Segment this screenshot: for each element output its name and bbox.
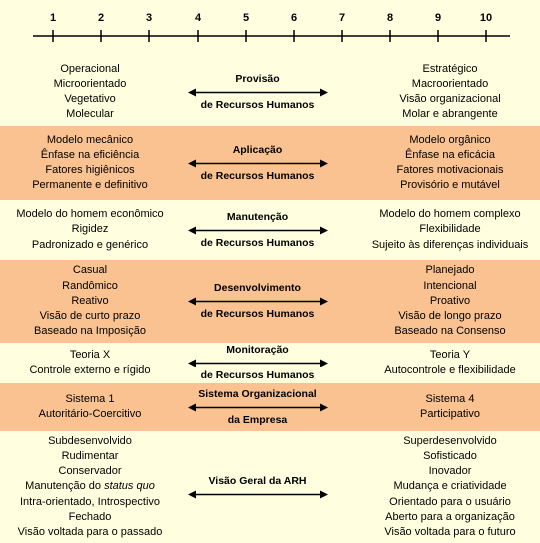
right-pole-item: Ênfase na eficácia	[405, 148, 495, 161]
right-pole-item: Inovador	[428, 465, 472, 478]
left-pole-item: Teoria X	[69, 348, 111, 361]
left-pole-item: Intra-orientado, Introspectivo	[19, 495, 161, 508]
left-pole-list	[0, 126, 180, 200]
dimension-title	[180, 383, 335, 431]
double-arrow-icon	[188, 490, 328, 499]
dimension-row	[0, 343, 540, 383]
right-pole-item: Sistema 4	[425, 392, 475, 405]
right-pole-item: Superdesenvolvido	[403, 434, 497, 447]
right-pole-item: Orientado para o usuário	[389, 495, 511, 508]
dimension-title	[180, 200, 335, 260]
dimension-title	[180, 260, 335, 343]
double-arrow-icon	[188, 403, 328, 412]
left-pole-item: Vegetativo	[64, 93, 116, 105]
dimension-row	[0, 431, 540, 543]
left-pole-item: Subdesenvolvido	[48, 434, 132, 447]
right-pole-item: Planejado	[425, 264, 475, 277]
right-pole-item: Sofisticado	[423, 449, 477, 462]
scale-line	[0, 0, 540, 60]
right-pole-list	[360, 126, 540, 200]
scale-tick-label: 6	[290, 12, 298, 24]
double-arrow-icon	[188, 226, 328, 235]
right-pole-item: Participativo	[420, 408, 480, 420]
left-pole-item: Ênfase na eficiência	[40, 148, 140, 161]
right-pole-item: Intencional	[423, 279, 477, 292]
dimension-title-line1: Monitoração	[226, 344, 289, 356]
right-pole-list	[360, 260, 540, 343]
left-pole-item: Autoritário-Coercitivo	[38, 408, 142, 420]
left-pole-item: Visão voltada para o passado	[17, 526, 163, 538]
right-pole-item: Teoria Y	[429, 348, 471, 361]
dimension-title-line2: da Empresa	[227, 413, 288, 426]
right-pole-item: Visão organizacional	[399, 93, 501, 105]
right-pole-item: Proativo	[429, 294, 471, 307]
right-pole-item: Molar e abrangente	[402, 108, 498, 121]
dimension-title	[180, 58, 335, 126]
scale-tick-label: 9	[434, 12, 442, 24]
dimension-title-line2: de Recursos Humanos	[200, 98, 315, 111]
scale-ruler	[0, 0, 540, 60]
scale-tick-label: 8	[386, 12, 394, 24]
left-pole-item: Molecular	[66, 108, 114, 121]
right-pole-list	[360, 431, 540, 543]
right-pole-item: Modelo orgânico	[409, 133, 491, 146]
right-pole-item: Provisório e mutável	[400, 179, 500, 192]
dimension-title-line2: de Recursos Humanos	[200, 369, 315, 381]
dimension-row	[0, 58, 540, 126]
left-pole-item: Baseado na Imposição	[34, 325, 146, 338]
dimension-row	[0, 260, 540, 343]
right-pole-item: Fatores motivacionais	[396, 164, 504, 176]
right-pole-item: Autocontrole e flexibilidade	[384, 364, 516, 376]
scale-tick-label: 4	[194, 12, 202, 24]
scale-tick-label: 1	[49, 12, 57, 24]
left-pole-item: Fechado	[68, 510, 112, 523]
left-pole-list	[0, 431, 180, 543]
right-pole-item: Visão de longo prazo	[398, 310, 502, 323]
right-pole-item: Flexibilidade	[419, 223, 481, 236]
scale-tick-label: 10	[479, 12, 493, 24]
dimension-row	[0, 200, 540, 260]
double-arrow-icon	[188, 297, 328, 306]
double-arrow-icon	[188, 359, 328, 367]
dimension-title-line2: de Recursos Humanos	[200, 169, 315, 182]
scale-tick-label: 5	[242, 12, 250, 24]
dimension-row	[0, 126, 540, 200]
left-pole-list	[0, 200, 180, 260]
left-pole-item: Permanente e definitivo	[32, 179, 148, 192]
left-pole-item: Conservador	[58, 465, 122, 478]
left-pole-item: Casual	[72, 264, 108, 277]
dimension-title-line1: Provisão	[235, 72, 280, 85]
left-pole-item: Randômico	[62, 279, 118, 292]
right-pole-item: Visão voltada para o futuro	[384, 526, 516, 538]
dimension-title-line1: Aplicação	[232, 143, 283, 156]
dimension-title-line1: Manutenção	[226, 210, 289, 223]
right-pole-item: Aberto para a organização	[385, 510, 515, 523]
left-pole-list	[0, 58, 180, 126]
dimension-title-line1: Sistema Organizacional	[198, 387, 317, 400]
left-pole-list	[0, 260, 180, 343]
left-pole-item: Visão de curto prazo	[39, 310, 141, 323]
right-pole-item: Mudança e criatividade	[393, 480, 507, 493]
right-pole-item: Macroorientado	[411, 77, 489, 90]
dimension-title-line2: de Recursos Humanos	[200, 236, 315, 249]
dimension-title	[180, 431, 335, 543]
left-pole-item: Reativo	[71, 294, 109, 307]
right-pole-list	[360, 200, 540, 260]
dimension-title-line2: de Recursos Humanos	[200, 308, 315, 320]
right-pole-item: Baseado na Consenso	[394, 325, 506, 338]
dimension-title-line1: Visão Geral da ARH	[208, 475, 307, 487]
right-pole-list	[360, 58, 540, 126]
left-pole-item: Rigidez	[71, 223, 109, 236]
left-pole-item: Modelo do homem econômico	[16, 208, 164, 221]
left-pole-item: Manutenção do status quo	[25, 480, 155, 493]
left-pole-item: Sistema 1	[65, 392, 115, 405]
dimension-title	[180, 343, 335, 383]
left-pole-item: Fatores higiênicos	[45, 164, 135, 176]
left-pole-item: Microorientado	[53, 77, 127, 90]
scale-tick-label: 3	[145, 12, 153, 24]
right-pole-list	[360, 343, 540, 383]
left-pole-list	[0, 343, 180, 383]
dimension-title	[180, 126, 335, 200]
right-pole-list	[360, 383, 540, 431]
left-pole-item: Modelo mecânico	[46, 133, 134, 146]
left-pole-item: Padronizado e genérico	[31, 238, 149, 251]
scale-tick-label: 7	[338, 12, 346, 24]
dimension-title-line1: Desenvolvimento	[214, 282, 301, 294]
right-pole-item: Estratégico	[422, 62, 478, 75]
left-pole-item: Operacional	[60, 62, 120, 75]
right-pole-item: Sujeito às diferenças individuais	[371, 238, 529, 251]
dimension-row	[0, 383, 540, 431]
scale-tick-label: 2	[97, 12, 105, 24]
left-pole-list	[0, 383, 180, 431]
double-arrow-icon	[188, 88, 328, 97]
left-pole-item: Rudimentar	[61, 449, 119, 462]
left-pole-item: Controle externo e rígido	[29, 364, 151, 376]
right-pole-item: Modelo do homem complexo	[379, 208, 521, 221]
double-arrow-icon	[188, 159, 328, 168]
